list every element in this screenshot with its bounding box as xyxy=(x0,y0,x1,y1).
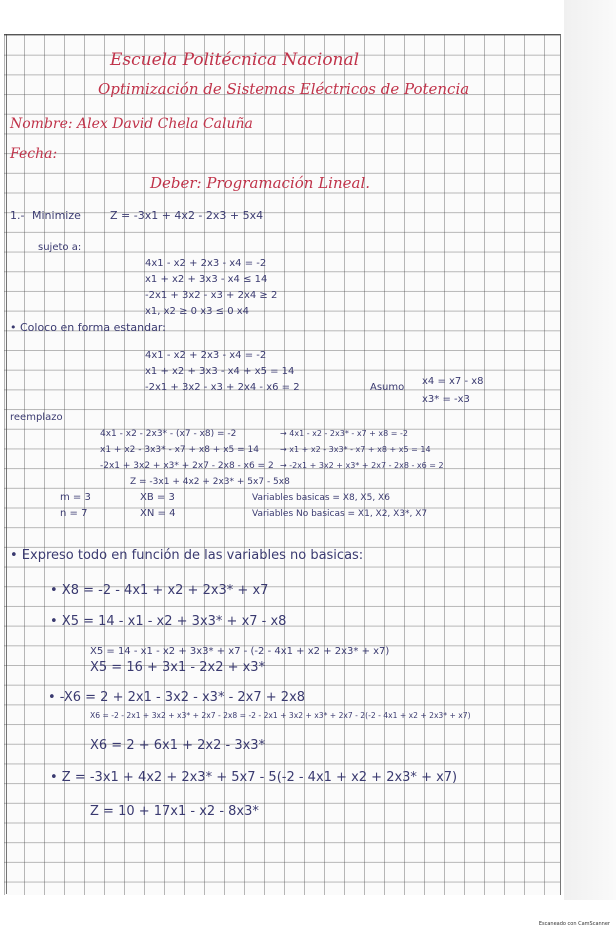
basic-variables: Variables basicas = X8, X5, X6 xyxy=(252,493,390,503)
standard-line-2: x1 + x2 + 3x3 - x4 + x5 = 14 xyxy=(145,366,295,377)
replace-right-3: → -2x1 + 3x2 + x3* + 2x7 - 2x8 - x6 = 2 xyxy=(280,461,444,470)
problem-number: 1.- xyxy=(10,209,25,222)
standard-line-3: -2x1 + 3x2 - x3 + 2x4 - x6 = 2 xyxy=(145,382,300,393)
page-edge xyxy=(564,0,616,900)
x5-result: X5 = 16 + 3x1 - 2x2 + x3* xyxy=(90,660,266,675)
x6-substitution: X6 = -2 - 2x1 + 3x2 + x3* + 2x7 - 2x8 = -2 - 2x1 + 3x2 + x3* + 2x7 - 2(-2 - 4x1 + x2 + 2x3* + x7) xyxy=(90,711,471,720)
school-title: Escuela Politécnica Nacional xyxy=(110,50,360,70)
constraint-1: 4x1 - x2 + 2x3 - x4 = -2 xyxy=(145,258,267,269)
student-name: Nombre: Alex David Chela Caluña xyxy=(10,116,253,132)
standard-heading: • Coloco en forma estandar: xyxy=(10,321,166,334)
scanner-footer: Escaneado con CamScanner xyxy=(538,921,610,927)
replace-right-2: → x1 + x2 - 3x3* - x7 + x8 + x5 = 14 xyxy=(280,445,431,454)
replace-right-1: → 4x1 - x2 - 2x3* - x7 + x8 = -2 xyxy=(280,429,409,438)
objective-label: Minimize xyxy=(32,209,81,222)
xb-value: XB = 3 xyxy=(140,492,175,503)
x8-expression: • X8 = -2 - 4x1 + x2 + 2x3* + x7 xyxy=(50,583,269,598)
nonbasic-variables: Variables No basicas = X1, X2, X3*, X7 xyxy=(252,509,428,519)
assume-line-2: x3* = -x3 xyxy=(422,394,470,405)
z-result: Z = 10 + 17x1 - x2 - 8x3* xyxy=(90,804,259,819)
constraint-3: -2x1 + 3x2 - x3 + 2x4 ≥ 2 xyxy=(145,290,278,301)
subject-to: sujeto a: xyxy=(38,242,82,253)
x6-expression: • -X6 = 2 + 2x1 - 3x2 - x3* - 2x7 + 2x8 xyxy=(48,690,306,705)
n-value: n = 7 xyxy=(60,508,88,519)
replace-label: reemplazo xyxy=(10,412,63,423)
assume-line-1: x4 = x7 - x8 xyxy=(422,376,484,387)
constraint-2: x1 + x2 + 3x3 - x4 ≤ 14 xyxy=(145,274,268,285)
homework-title: Deber: Programación Lineal. xyxy=(150,174,371,192)
margin-line xyxy=(6,34,7,894)
constraint-4: x1, x2 ≥ 0 x3 ≤ 0 x4 xyxy=(145,306,250,317)
replace-left-3: -2x1 + 3x2 + x3* + 2x7 - 2x8 - x6 = 2 xyxy=(100,461,274,471)
xn-value: XN = 4 xyxy=(140,508,176,519)
course-title: Optimización de Sistemas Eléctricos de Potencia xyxy=(98,80,470,98)
x5-expression: • X5 = 14 - x1 - x2 + 3x3* + x7 - x8 xyxy=(50,614,287,629)
replace-left-2: x1 + x2 - 3x3* - x7 + x8 + x5 = 14 xyxy=(100,445,259,455)
m-value: m = 3 xyxy=(60,492,91,503)
replace-left-4: Z = -3x1 + 4x2 + 2x3* + 5x7 - 5x8 xyxy=(130,477,290,487)
express-heading: • Expreso todo en función de las variables no basicas: xyxy=(10,548,364,563)
x6-result: X6 = 2 + 6x1 + 2x2 - 3x3* xyxy=(90,738,266,753)
x5-substitution: X5 = 14 - x1 - x2 + 3x3* + x7 - (-2 - 4x1 + x2 + 2x3* + x7) xyxy=(90,646,390,657)
assume-label: Asumo xyxy=(370,382,405,393)
standard-line-1: 4x1 - x2 + 2x3 - x4 = -2 xyxy=(145,350,267,361)
replace-left-1: 4x1 - x2 - 2x3* - (x7 - x8) = -2 xyxy=(100,429,237,439)
objective-function: Z = -3x1 + 4x2 - 2x3 + 5x4 xyxy=(110,209,264,222)
z-substitution: • Z = -3x1 + 4x2 + 2x3* + 5x7 - 5(-2 - 4x1 + x2 + 2x3* + x7) xyxy=(50,770,458,785)
date-label: Fecha: xyxy=(10,146,58,162)
